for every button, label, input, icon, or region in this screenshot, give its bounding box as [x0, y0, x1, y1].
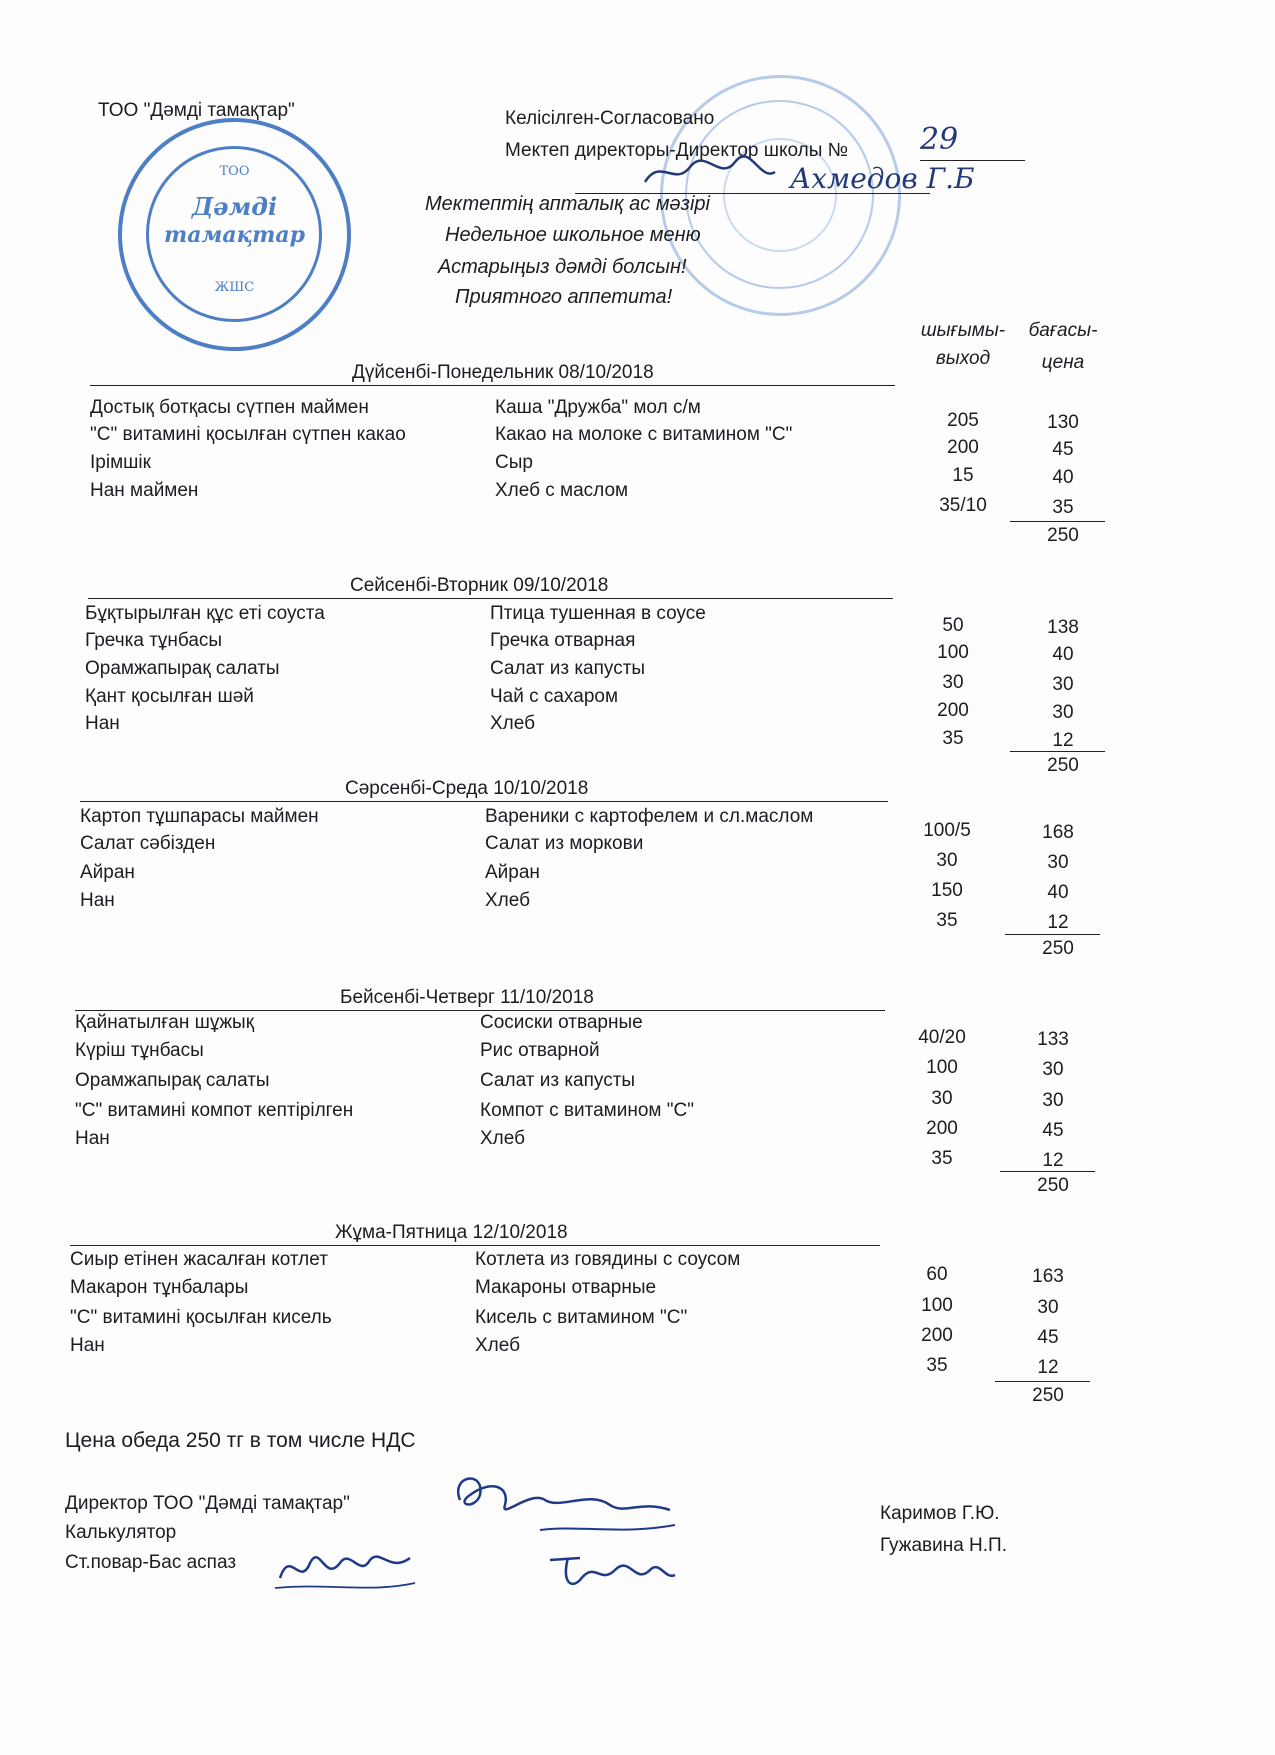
dish-yield: 30: [942, 672, 964, 693]
dish-name-ru: Хлеб с маслом: [495, 480, 629, 501]
dish-name-kz: Айран: [80, 862, 135, 883]
dish-name-kz: Қант қосылған шәй: [85, 686, 254, 707]
dish-name-ru: Салат из капусты: [490, 658, 646, 679]
dish-name-ru: Хлеб: [480, 1128, 525, 1149]
dish-price: 30: [1052, 702, 1074, 723]
dish-name-kz: Орамжапырақ салаты: [75, 1070, 270, 1091]
dish-yield: 30: [931, 1088, 953, 1109]
menu-title-ru: Недельное школьное меню: [445, 224, 701, 246]
stamp-middle-text-1: Дәмді: [191, 192, 278, 221]
dish-yield: 200: [926, 1118, 958, 1139]
dish-yield: 100: [926, 1057, 958, 1078]
dish-yield: 35/10: [939, 495, 987, 516]
dish-name-ru: Макароны отварные: [475, 1277, 657, 1298]
total-underline: [995, 1381, 1090, 1382]
day-title: Жұма-Пятница 12/10/2018: [335, 1222, 568, 1243]
total-underline: [1000, 1171, 1095, 1172]
dish-yield: 100/5: [923, 820, 971, 841]
director-label: Директор ТОО "Дәмді тамақтар": [65, 1493, 350, 1514]
dish-name-kz: Нан: [85, 713, 120, 734]
dish-name-ru: Компот с витамином "С": [480, 1100, 694, 1121]
dish-yield: 30: [936, 850, 958, 871]
day-title: Сейсенбі-Вторник 09/10/2018: [350, 575, 609, 596]
dish-name-kz: Гречка тұнбасы: [85, 630, 223, 651]
school-number-underline: [920, 160, 1025, 161]
dish-name-kz: Картоп тұшпарасы маймен: [80, 806, 319, 827]
dish-name-ru: Хлеб: [475, 1335, 520, 1356]
day-title: Сәрсенбі-Среда 10/10/2018: [345, 778, 589, 799]
dish-name-kz: Сиыр етінен жасалған котлет: [70, 1249, 328, 1270]
dish-name-kz: "С" витамині компот кептірілген: [75, 1100, 354, 1121]
dish-name-kz: Достық ботқасы сүтпен маймен: [90, 397, 369, 418]
dish-name-ru: Рис отварной: [480, 1040, 600, 1061]
yield-header-kz: шығымы-: [920, 320, 1006, 341]
dish-price: 138: [1047, 617, 1079, 638]
day-title-underline: [80, 801, 888, 802]
day-title-underline: [70, 1245, 880, 1246]
day-title-underline: [90, 385, 895, 386]
day-title: Дүйсенбі-Понедельник 08/10/2018: [352, 362, 654, 383]
day-title-underline: [75, 1010, 885, 1011]
dish-price: 133: [1037, 1029, 1069, 1050]
dish-price: 163: [1032, 1266, 1064, 1287]
dish-price: 12: [1037, 1357, 1059, 1378]
director-signature: [640, 152, 780, 192]
school-number-handwritten: 29: [920, 122, 959, 157]
dish-name-ru: Птица тушенная в соусе: [490, 603, 706, 624]
dish-yield: 200: [947, 437, 979, 458]
dish-name-ru: Чай с сахаром: [490, 686, 619, 707]
director-signature-name: Ахмедов Г.Б: [790, 162, 975, 195]
dish-price: 45: [1042, 1120, 1064, 1141]
director-name: Каримов Г.Ю.: [880, 1503, 1000, 1524]
dish-name-kz: Нан: [75, 1128, 110, 1149]
day-title-underline: [88, 598, 893, 599]
dish-name-ru: Салат из моркови: [485, 833, 644, 854]
company-name: ТОО "Дәмді тамақтар": [98, 100, 295, 121]
dish-yield: 100: [937, 642, 969, 663]
dish-price: 12: [1052, 730, 1074, 751]
dish-name-ru: Салат из капусты: [480, 1070, 636, 1091]
dish-yield: 50: [942, 615, 964, 636]
dish-yield: 100: [921, 1295, 953, 1316]
dish-name-ru: Сыр: [495, 452, 533, 473]
day-total: 250: [1047, 525, 1079, 546]
dish-price: 30: [1042, 1059, 1064, 1080]
stamp-bottom-text: ЖШС: [214, 280, 255, 295]
dish-name-kz: Макарон тұнбалары: [70, 1277, 249, 1298]
dish-name-kz: Нан: [80, 890, 115, 911]
total-underline: [1005, 934, 1100, 935]
yield-header-ru: выход: [935, 348, 991, 369]
dish-price: 30: [1047, 852, 1069, 873]
dish-yield: 35: [926, 1355, 948, 1376]
chef-label: Ст.повар-Бас аспаз: [65, 1552, 237, 1573]
dish-price: 30: [1037, 1297, 1059, 1318]
dish-name-kz: Күріш тұнбасы: [75, 1040, 204, 1061]
dish-name-ru: Котлета из говядины с соусом: [475, 1249, 741, 1270]
dish-name-ru: Каша "Дружба" мол с/м: [495, 397, 701, 418]
company-stamp: [118, 118, 351, 351]
dish-price: 30: [1042, 1090, 1064, 1111]
total-underline: [1010, 751, 1105, 752]
dish-price: 35: [1052, 497, 1074, 518]
dish-name-ru: Какао на молоке с витамином "С": [495, 424, 793, 445]
dish-name-ru: Гречка отварная: [490, 630, 636, 651]
greeting-ru: Приятного аппетита!: [455, 286, 673, 308]
dish-yield: 150: [931, 880, 963, 901]
dish-price: 40: [1052, 644, 1074, 665]
dish-name-ru: Айран: [485, 862, 540, 883]
calculator-label: Калькулятор: [65, 1522, 177, 1543]
dish-name-kz: Қайнатылған шұжық: [75, 1012, 255, 1033]
dish-yield: 205: [947, 410, 979, 431]
dish-price: 12: [1047, 912, 1069, 933]
approval-line-2: Мектеп директоры-Директор школы №: [505, 140, 849, 161]
day-total: 250: [1047, 755, 1079, 776]
stamp-top-text: ТОО: [219, 164, 250, 179]
menu-title-kz: Мектептің апталық ас мәзірі: [425, 193, 710, 215]
day-total: 250: [1032, 1385, 1064, 1406]
dish-yield: 35: [936, 910, 958, 931]
dish-name-kz: Нан маймен: [90, 480, 199, 501]
dish-name-kz: "С" витамині қосылған сүтпен какао: [90, 424, 406, 445]
dish-yield: 35: [931, 1148, 953, 1169]
dish-price: 45: [1052, 439, 1074, 460]
dish-name-kz: Нан: [70, 1335, 105, 1356]
chef-signature: [270, 1538, 420, 1598]
dish-name-kz: "С" витамині қосылған кисель: [70, 1307, 332, 1328]
dish-price: 168: [1042, 822, 1074, 843]
lunch-price-note: Цена обеда 250 тг в том числе НДС: [65, 1429, 416, 1452]
dish-name-ru: Сосиски отварные: [480, 1012, 643, 1033]
dish-yield: 40/20: [918, 1027, 966, 1048]
day-total: 250: [1042, 938, 1074, 959]
greeting-kz: Астарыңыз дәмді болсын!: [438, 256, 687, 278]
day-title: Бейсенбі-Четверг 11/10/2018: [340, 987, 594, 1008]
dish-yield: 60: [926, 1264, 948, 1285]
dish-price: 12: [1042, 1150, 1064, 1171]
dish-name-kz: Орамжапырақ салаты: [85, 658, 280, 679]
dish-yield: 200: [921, 1325, 953, 1346]
dish-name-ru: Вареники с картофелем и сл.маслом: [485, 806, 814, 827]
dish-yield: 200: [937, 700, 969, 721]
dish-name-ru: Хлеб: [490, 713, 535, 734]
approval-line-1: Келісілген-Согласовано: [505, 108, 715, 129]
dish-price: 130: [1047, 412, 1079, 433]
dish-name-kz: Бұқтырылған құс еті соуста: [85, 603, 325, 624]
dish-price: 40: [1052, 467, 1074, 488]
calculator-signature: [540, 1540, 680, 1600]
stamp-middle-text-2: тамақтар: [163, 222, 306, 248]
dish-price: 40: [1047, 882, 1069, 903]
dish-name-ru: Хлеб: [485, 890, 530, 911]
dish-yield: 35: [942, 728, 964, 749]
director-signature-footer: [440, 1470, 680, 1550]
dish-name-kz: Ірімшік: [90, 452, 151, 473]
dish-price: 45: [1037, 1327, 1059, 1348]
dish-yield: 15: [952, 465, 974, 486]
calculator-name: Гужавина Н.П.: [880, 1535, 1007, 1556]
price-header-ru: цена: [1041, 352, 1085, 373]
price-header-kz: бағасы-: [1028, 320, 1098, 341]
dish-price: 30: [1052, 674, 1074, 695]
dish-name-kz: Салат сәбізден: [80, 833, 216, 854]
total-underline: [1010, 521, 1105, 522]
day-total: 250: [1037, 1175, 1069, 1196]
dish-name-ru: Кисель с витамином "С": [475, 1307, 688, 1328]
